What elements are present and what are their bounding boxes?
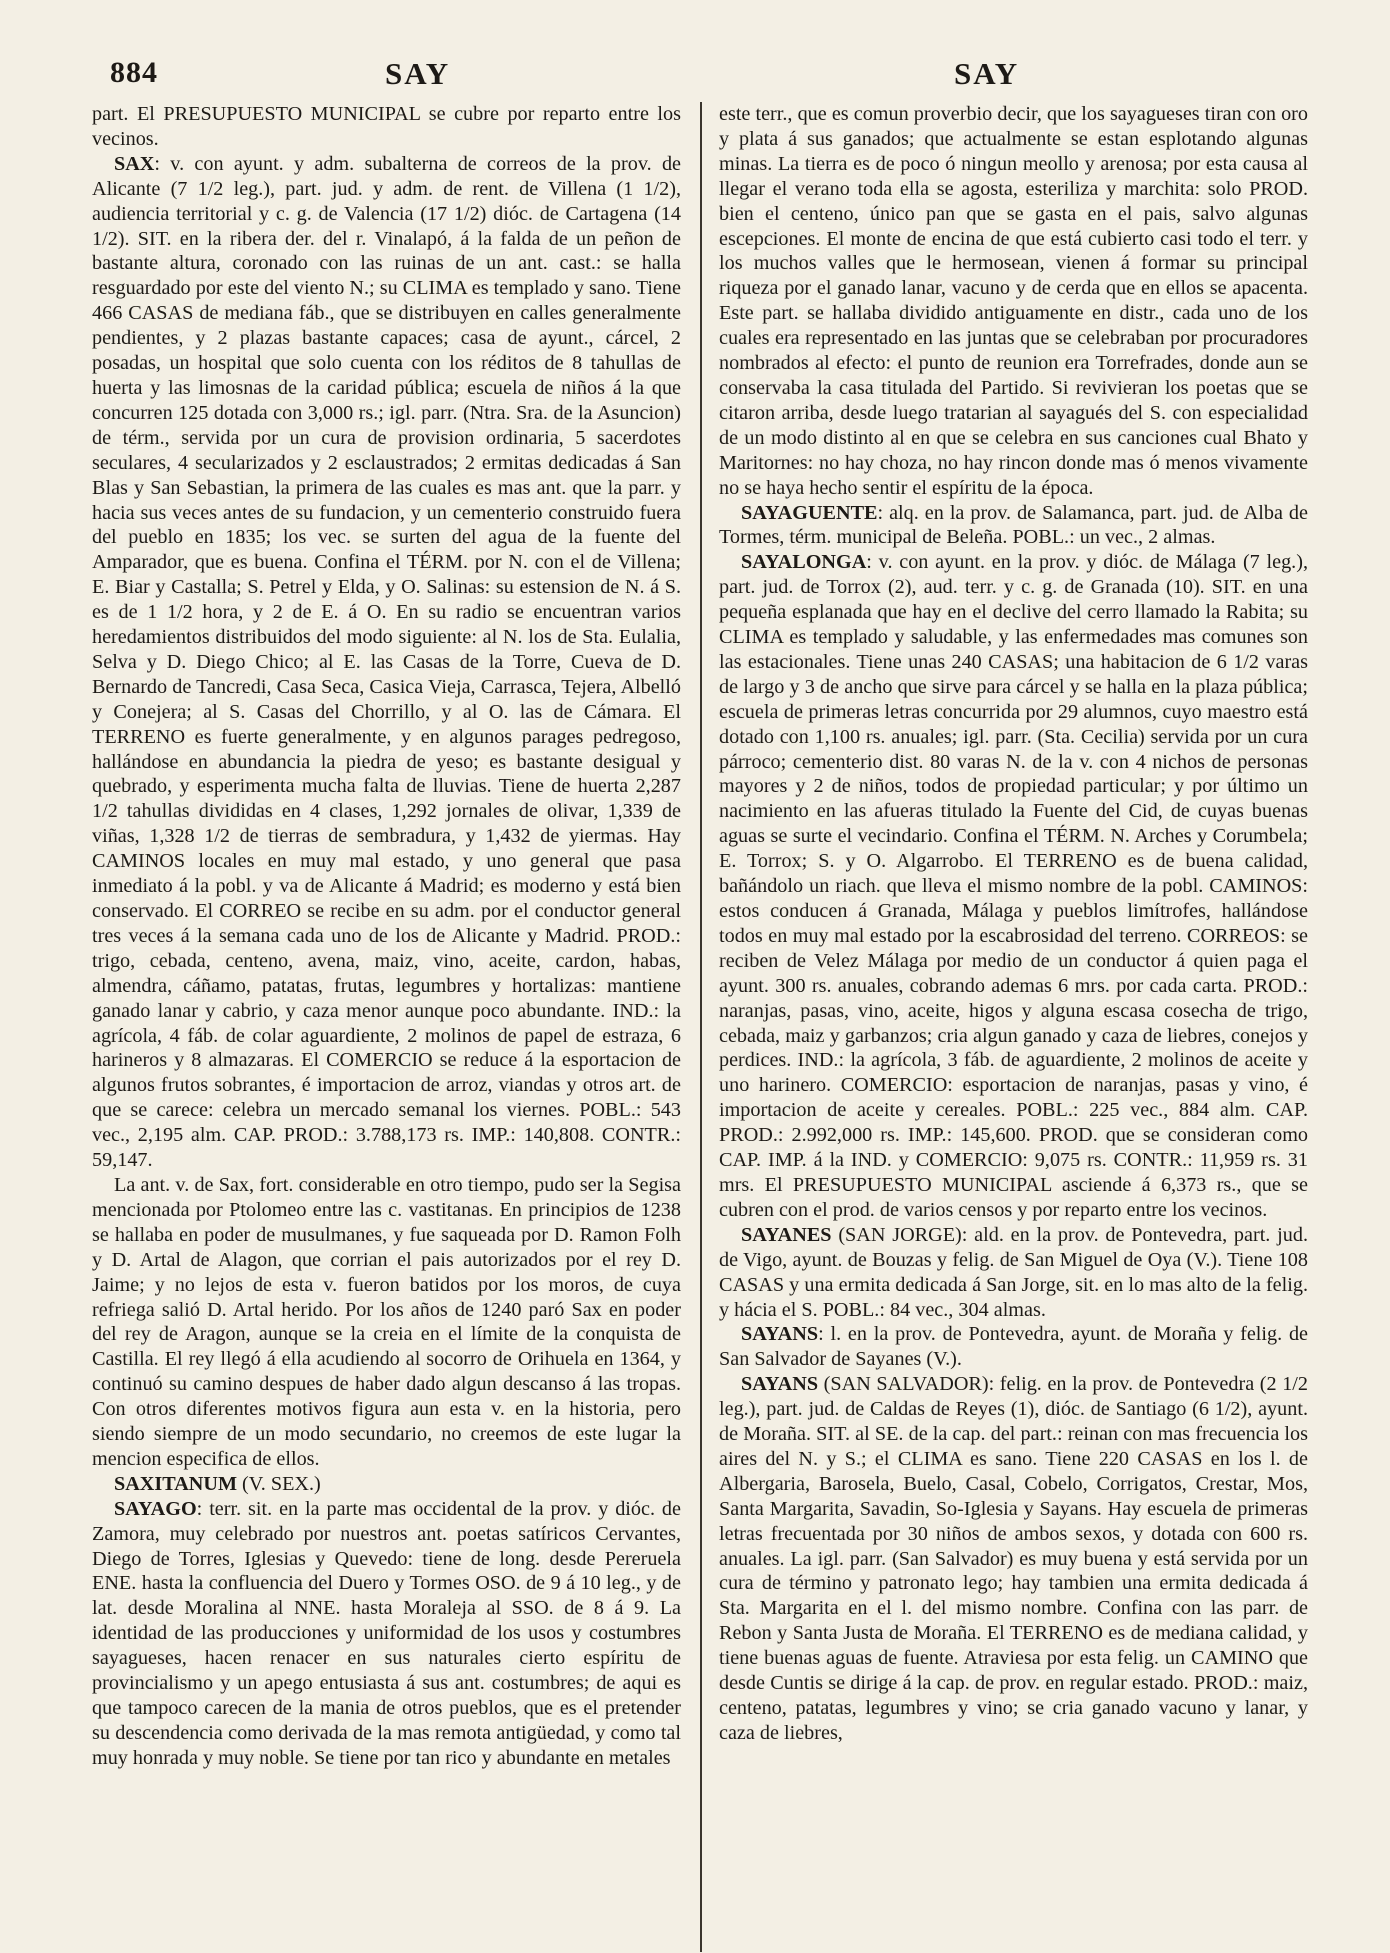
entry-sayanes [719, 1223, 1308, 1323]
entry-body: : v. con ayunt. y adm. subalterna de correos de la prov. de Alicante (7 1/2 leg.), part. jud. y adm. de rent. de Villena (1 1/2), audiencia territorial y c. g. de Valencia (17 1/2) dióc. de Cartagena (14 1/2). SIT. en la ribera der. del r. Vinalapó, á la falda de un peñon de bastante altura, coronado con las ruinas de un ant. cast.: se halla resguardado por este del viento N.; su CLIMA es templado y sano. Tiene 466 CASAS de mediana fáb., que se distribuyen en calles generalmente pendientes, y 2 plazas bastante capaces; casa de ayunt., cárcel, 2 posadas, un hospital que solo cuenta con los réditos de 8 tahullas de huerta y las limosnas de la caridad pública; escuela de niños á la que concurren 125 dotada con 3,000 rs.; igl. parr. (Ntra. Sra. de la Asuncion) de térm., servida por un cura de provision ordinaria, 5 sacerdotes seculares, 4 secularizados y 2 esclaustrados; 2 ermitas dedicadas á San Blas y San Sebastian, la primera de las cuales es mas ant. que la parr. y hacia sus veces antes de su fundacion, y un cementerio construido fuera del pueblo en 1835; los vec. se surten del agua de la fuente del Amparador, que es buena. Confina el TÉRM. por N. con el de Villena; E. Biar y Castalla; S. Petrel y Elda, y O. Salinas: su estension de N. á S. es de 1 1/2 hora, y 2 de E. á O. En su radio se encuentran varios heredamientos distribuidos del modo siguiente: al N. los de Sta. Eulalia, Selva y D. Diego Chico; al E. las Casas de la Torre, Cueva de D. Bernardo de Tancredi, Casa Seca, Casica Vieja, Carrasca, Tejera, Albelló y Conejera; al S. Casas del Chorrillo, y al O. las de Cámara. El TERRENO es fuerte generalmente, y en algunos parages pedregoso, hallándose en abundancia la piedra de yeso; es bastante desigual y quebrado, y esperimenta mucha falta de lluvias. Tiene de huerta 2,287 1/2 tahullas divididas en 4 clases, 1,292 jornales de olivar, 1,339 de viñas, 1,328 1/2 de tierras de sembradura, y 1,432 de yiermas. Hay CAMINOS locales en muy mal estado, y uno general que pasa inmediato á la pobl. y va de Alicante á Madrid; es moderno y está bien conservado. El CORREO se recibe en su adm. por el conductor general tres veces á la semana cada uno de los de Alicante y Madrid. PROD.: trigo, cebada, centeno, avena, maiz, vino, aceite, cardon, habas, almendra, cáñamo, patatas, frutas, legumbres y hortalizas: mantiene ganado lanar y cabrio, y caza menor aunque poco abundante. IND.: la agrícola, 4 fáb. de colar aguardiente, 2 molinos de papel de estraza, 6 harineros y 8 almazaras. El COMERCIO se reduce á la esportacion de algunos frutos sobrantes, é importacion de arroz, viandas y otros art. de que se carece: celebra un mercado semanal los viernes. POBL.: 543 vec., 2,195 alm. CAP. PROD.: 3.788,173 rs. IMP.: 140,808. CONTR.: 59,147. [92, 152, 681, 1172]
entry-headword: SAX [114, 152, 155, 175]
entry-body: : v. con ayunt. en la prov. y dióc. de Málaga (7 leg.), part. jud. de Torrox (2), aud. terr. y c. g. de Granada (10). SIT. en una pequeña esplanada que hay en el declive del cerro llamado la Rabita; su CLIMA es templado y saludable, y las enfermedades mas comunes son las estacionales. Tiene unas 240 CASAS; una habitacion de 6 1/2 varas de largo y 3 de ancho que sirve para cárcel y se halla en la plaza pública; escuela de primeras letras concurrida por 29 alumnos, cuyo maestro está dotado con 1,100 rs. anuales; igl. parr. (Sta. Cecilia) servida por un cura párroco; cementerio dist. 80 varas N. de la v. con 4 nichos de personas mayores y 2 de niños, todos de propiedad particular; y por último un nacimiento en las afueras titulado la Fuente del Cid, de cuyas buenas aguas se surte el vecindario. Confina el TÉRM. N. Arches y Corumbela; E. Torrox; S. y O. Algarrobo. El TERRENO es de buena calidad, bañándolo un riach. que lleva el mismo nombre de la pobl. CAMINOS: estos conducen á Granada, Málaga y pueblos limítrofes, hallándose todos en muy mal estado por la escabrosidad del terreno. CORREOS: se reciben de Velez Málaga por medio de un conductor á quien paga el ayunt. 300 rs. anuales, cobrando ademas 6 mrs. por cada carta. PROD.: naranjas, pasas, vino, aceite, higos y alguna escasa cosecha de trigo, cebada, maiz y garbanzos; cria algun ganado y caza de liebres, conejos y perdices. IND.: la agrícola, 3 fáb. de aguardiente, 2 molinos de aceite y uno harinero. COMERCIO: esportacion de naranjas, pasas y vino, é importacion de aceite y cereales. POBL.: 225 vec., 884 alm. CAP. PROD.: 2.992,000 rs. IMP.: 145,600. PROD. que se consideran como CAP. IMP. á la IND. y COMERCIO: 9,075 rs. CONTR.: 11,959 rs. 31 mrs. El PRESUPUESTO MUNICIPAL asciende á 6,373 rs., que se cubren con el prod. de varios censos y por reparto entre los vecinos. [719, 551, 1308, 1221]
left-column [92, 102, 699, 1771]
entry-saxitanum [92, 1472, 681, 1497]
page-header [92, 48, 1308, 98]
entry-sayans-felig [719, 1372, 1308, 1746]
running-head-left: SAY [385, 56, 451, 91]
entry-continuation: part. El PRESUPUESTO MUNICIPAL se cubre por reparto entre los vecinos. [92, 103, 681, 150]
entry-body: : terr. sit. en la parte mas occidental de la prov. y dióc. de Zamora, muy celebrado por nuestros ant. poetas satíricos Cervantes, Diego de Torres, Iglesias y Quevedo: tiene de long. desde Pereruela ENE. hasta la confluencia del Duero y Tormes OSO. de 9 á 10 leg., y de lat. desde Moralina al NNE. hasta Moraleja al SSO. de 8 á 9. La identidad de las producciones y uniformidad de los usos y costumbres sayagueses, hacen renacer en sus naturales cierto espíritu de provincialismo y un apego entusiasta á sus ant. costumbres; de aqui es que tampoco carecen de la mania de otros pueblos, que es el pretender su descendencia como derivada de la mas remota antigüedad, y como tal muy honrada y muy noble. Se tiene por tan rico y abundante en metales [92, 1497, 681, 1769]
running-head-right: SAY [954, 56, 1020, 91]
entry-body: (SAN SALVADOR): felig. en la prov. de Pontevedra (2 1/2 leg.), part. jud. de Caldas de Reyes (1), dióc. de Santiago (6 1/2), ayunt. de Moraña. SIT. al SE. de la cap. del part.: reinan con mas frecuencia los aires del N. y S.; el CLIMA es sano. Tiene 220 CASAS en los l. de Albergaria, Barosela, Buelo, Casal, Cobelo, Corrigatos, Crestar, Mos, Santa Margarita, Savadin, So-Iglesia y Sayans. Hay escuela de primeras letras frecuentada por 30 niños de ambos sexos, y dotada con 600 rs. anuales. La igl. parr. (San Salvador) es muy buena y está servida por un cura de término y patronato lego; hay tambien una ermita dedicada á Sta. Margarita en el l. del mismo nombre. Confina con las parr. de Rebon y Santa Justa de Moraña. El TERRENO es de mediana calidad, y tiene buenas aguas de fuente. Atraviesa por esta felig. un CAMINO que desde Cuntis se dirige á la cap. de prov. en regular estado. PROD.: maiz, centeno, patatas, legumbres y vino; se cria ganado vacuno y lanar, y caza de liebres, [719, 1373, 1308, 1744]
entry-continuation: este terr., que es comun proverbio decir, que los sayagueses tiran con oro y plata á sus ganados; que actualmente se estan esplotando algunas minas. La tierra es de poco ó ningun meollo y arenosa; por esta causa al llegar el verano toda ella se agosta, esteriliza y marchita: solo PROD. bien el centeno, único pan que se gasta en el pais, salvo algunas escepciones. El monte de encina de que está cubierto casi todo el terr. y los muchos valles que le hermosean, vienen á formar su principal riqueza por el ganado lanar, vacuno y de cerda que en ellos se apacenta. Este part. se hallaba dividido antiguamente en distr., cada uno de los cuales era representado en las juntas que se celebraban por procuradores nombrados al efecto: el punto de reunion era Torrefrades, donde aun se conservaba la casa titulada del Partido. Si revivieran los poetas que se citaron arriba, desde luego tratarian al sayagués del S. con especialidad de un modo distinto al en que se celebra en sus canciones cual Bhato y Maritornes: no hay choza, no hay rincon donde mas ó menos vivamente no se haya hecho sentir el espíritu de la época. [719, 103, 1308, 499]
two-column-body [92, 102, 1308, 1771]
entry-body: La ant. v. de Sax, fort. considerable en otro tiempo, pudo ser la Segisa mencionada por Ptolomeo entre las c. vastitanas. En principios de 1238 se hallaba en poder de musulmanes, y fue saqueada por D. Ramon Folh y D. Artal de Alagon, que corrian el pais autorizados por el rey D. Jaime; y no lejos de esta v. fueron batidos por los moros, de cuya refriega salió D. Artal herido. Por los años de 1240 paró Sax en poder del rey de Aragon, aunque se la creia en el límite de la conquista de Castilla. El rey llegó á ella acudiendo al socorro de Orihuela en 1364, y continuó su camino despues de haber dado algun descanso á las tropas. Con otros diferentes motivos figura aun esta v. en la historia, pero siendo siempre de un modo secundario, no creemos de este lugar la mencion especifica de ellos. [92, 1173, 681, 1470]
entry-sax [92, 152, 681, 1173]
entry-sayaguente [719, 501, 1308, 551]
entry-body: (V. SEX.) [237, 1472, 321, 1495]
entry-sayans-l [719, 1322, 1308, 1372]
entry-headword: SAYALONGA [741, 551, 867, 574]
entry-headword: SAYANS [741, 1323, 819, 1346]
entry-headword: SAYAGO [114, 1497, 197, 1520]
right-column [699, 102, 1308, 1771]
entry-body: (SAN JORGE): ald. en la prov. de Pontevedra, part. jud. de Vigo, ayunt. de Bouzas y felig. de San Miguel de Oya (V.). Tiene 108 CASAS y una ermita dedicada á San Jorge, sit. en lo mas alto de la felig. y hácia el S. POBL.: 84 vec., 304 almas. [719, 1223, 1308, 1321]
column-rule [700, 102, 702, 1952]
page-number: 884 [110, 56, 158, 89]
entry-headword: SAYANES [741, 1223, 832, 1246]
entry-body: : l. en la prov. de Pontevedra, ayunt. de Moraña y felig. de San Salvador de Sayanes (V.). [719, 1323, 1308, 1371]
entry-sax-history [92, 1173, 681, 1472]
entry-sayalonga [719, 550, 1308, 1222]
entry-sayago [92, 1497, 681, 1771]
entry-headword: SAYAGUENTE [741, 501, 878, 524]
entry-headword: SAYANS [741, 1373, 819, 1396]
entry-headword: SAXITANUM [114, 1472, 237, 1495]
entry-body: : alq. en la prov. de Salamanca, part. jud. de Alba de Tormes, térm. municipal de Beleña. POBL.: un vec., 2 almas. [719, 501, 1308, 549]
